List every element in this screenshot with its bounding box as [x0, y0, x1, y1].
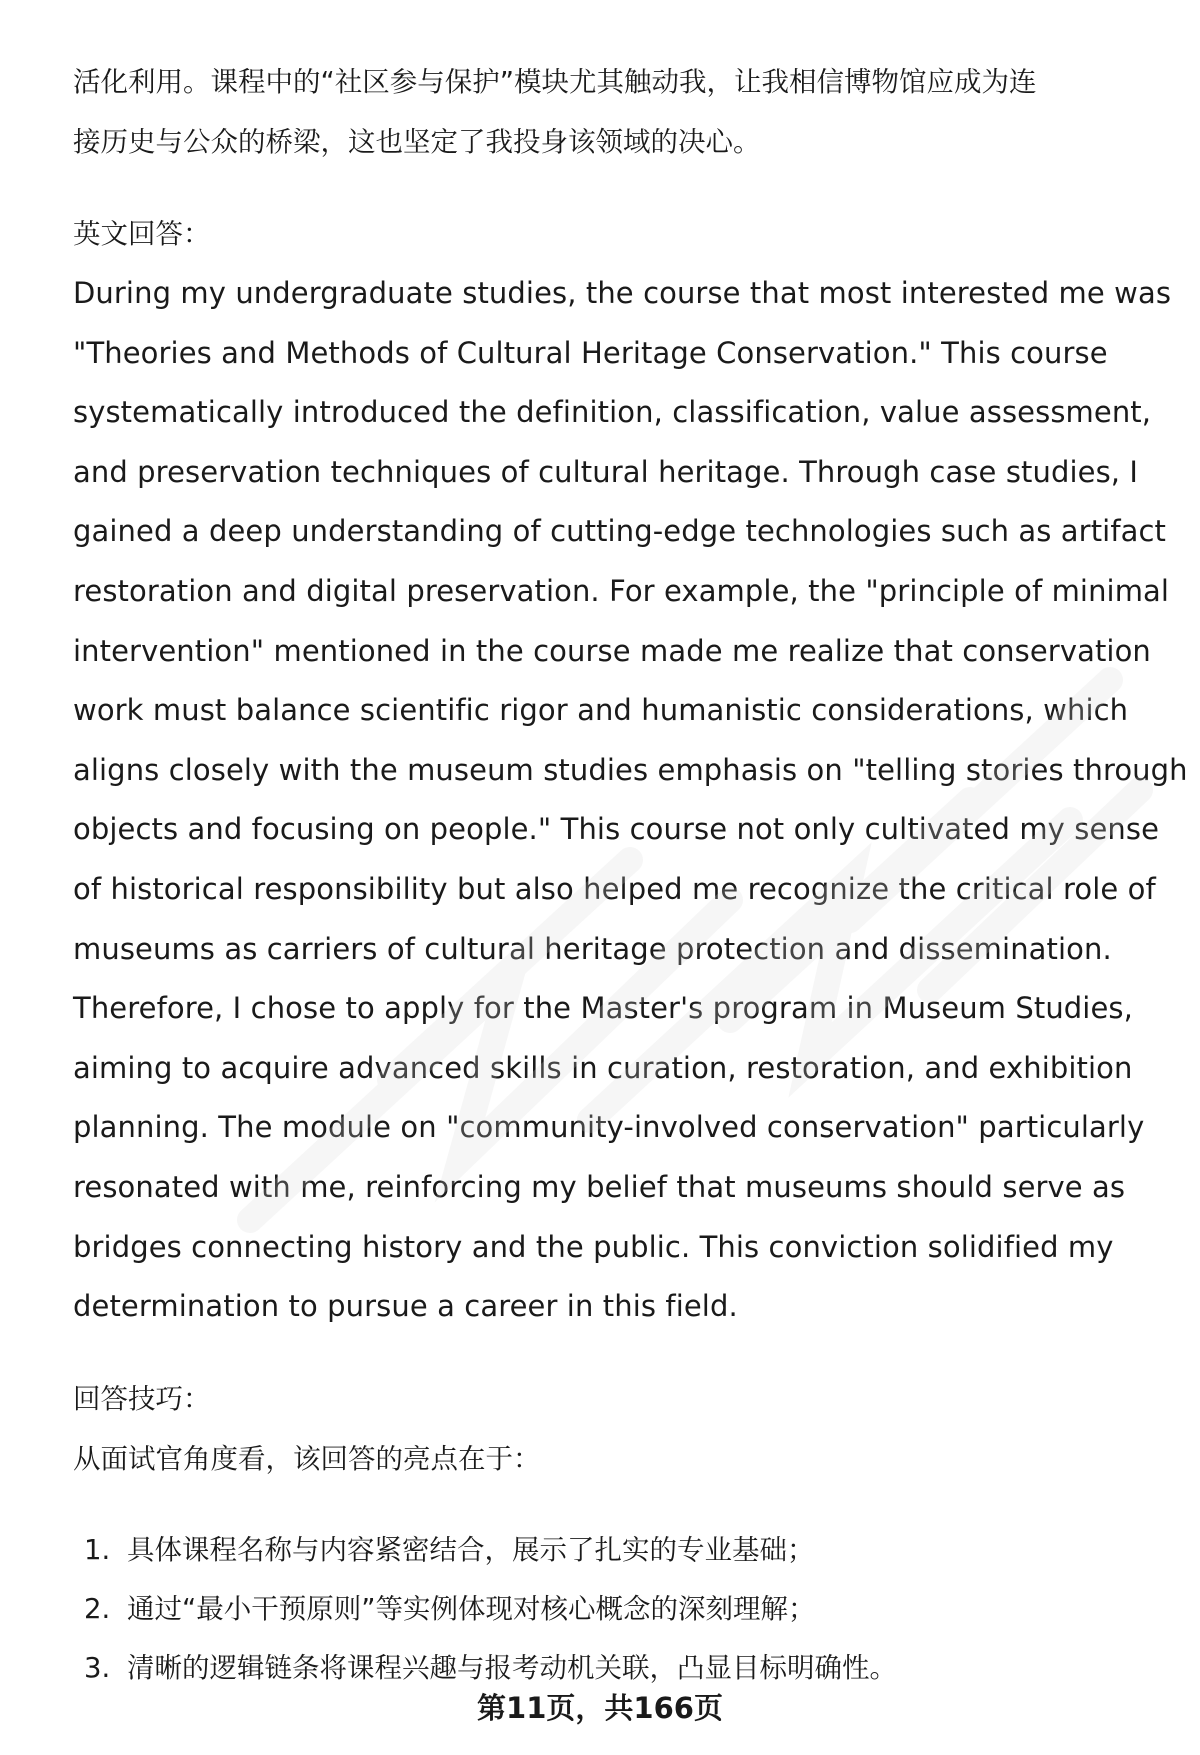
tips-list-item — [73, 1580, 1148, 1639]
english-line: intervention" mentioned in the course made me realize that conservation — [73, 633, 1151, 668]
list-item-text: 通过“最小干预原则”等实例体现对核心概念的深刻理解； — [127, 1592, 816, 1625]
spacer — [73, 1337, 1148, 1369]
tips-intro: 从面试官角度看，该回答的亮点在于： — [73, 1442, 541, 1475]
tips-list-item — [73, 1521, 1148, 1580]
document-page — [73, 52, 1188, 1698]
tips-list — [73, 1521, 1148, 1698]
spacer — [73, 172, 1148, 204]
list-number: 2. — [84, 1592, 111, 1625]
english-line: and preservation techniques of cultural heritage. Through case studies, I — [73, 454, 1139, 489]
english-line: resonated with me, reinforcing my belief that museums should serve as — [73, 1169, 1126, 1204]
intro-line-1: 活化利用。课程中的“社区参与保护”模块尤其触动我，让我相信博物馆应成为连 — [73, 66, 1037, 98]
page-footer: 第11页，共166页 — [477, 1691, 723, 1725]
english-line: determination to pursue a career in this field. — [73, 1289, 738, 1324]
english-line: bridges connecting history and the public. This conviction solidified my — [73, 1229, 1114, 1264]
tips-heading: 回答技巧： — [73, 1382, 211, 1415]
english-line: During my undergraduate studies, the course that most interested me was — [73, 276, 1172, 310]
english-line: aligns closely with the museum studies emphasis on "telling stories through — [73, 752, 1188, 787]
english-line: gained a deep understanding of cutting-edge technologies such as artifact — [73, 514, 1167, 549]
list-number: 3. — [84, 1651, 111, 1684]
english-line: objects and focusing on people." This course not only cultivated my sense — [73, 812, 1160, 847]
list-item-text: 具体课程名称与内容紧密结合，展示了扎实的专业基础； — [127, 1533, 815, 1566]
list-number: 1. — [84, 1533, 111, 1566]
english-line: "Theories and Methods of Cultural Heritage Conservation." This course — [73, 335, 1108, 370]
english-line: of historical responsibility but also helped me recognize the critical role of — [73, 871, 1156, 906]
english-line: restoration and digital preservation. For example, the "principle of minimal — [73, 573, 1170, 608]
english-line: aiming to acquire advanced skills in curation, restoration, and exhibition — [73, 1050, 1133, 1085]
english-line: museums as carriers of cultural heritage protection and dissemination. — [73, 931, 1112, 966]
intro-line-2: 接历史与公众的桥梁，这也坚定了我投身该领域的决心。 — [73, 126, 761, 158]
english-answer-body — [73, 264, 1188, 1337]
english-line: Therefore, I chose to apply for the Master's program in Museum Studies, — [73, 991, 1133, 1026]
english-line: systematically introduced the definition, classification, value assessment, — [73, 395, 1152, 430]
english-line: planning. The module on "community-involved conservation" particularly — [73, 1110, 1145, 1145]
english-answer-heading: 英文回答： — [73, 218, 211, 250]
english-line: work must balance scientific rigor and humanistic considerations, which — [73, 693, 1129, 728]
list-item-text: 清晰的逻辑链条将课程兴趣与报考动机关联，凸显目标明确性。 — [127, 1651, 897, 1684]
spacer — [73, 1489, 1148, 1521]
